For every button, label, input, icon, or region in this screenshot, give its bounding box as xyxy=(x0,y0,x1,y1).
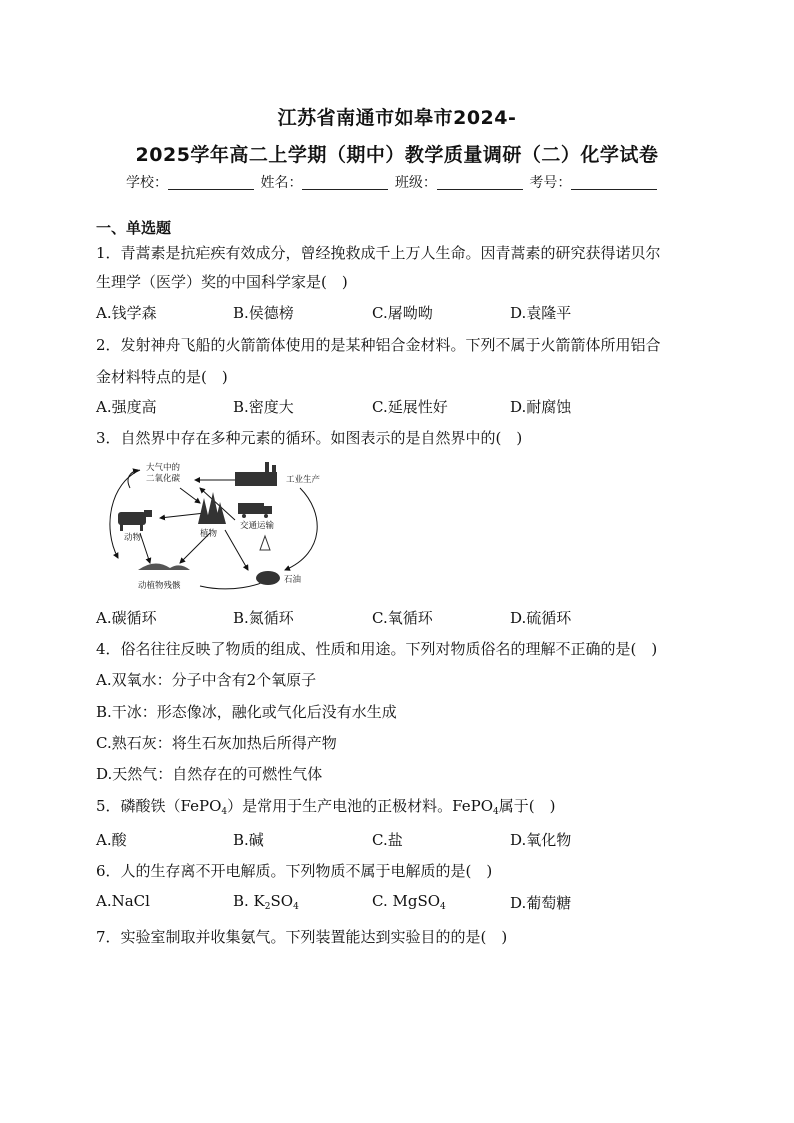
option-b: B.碱 xyxy=(233,831,264,849)
option-a: A.碳循环 xyxy=(96,609,157,627)
question-4-line-1: 4．俗名往往反映了物质的组成、性质和用途。下列对物质俗名的理解不正确的是( ) xyxy=(96,640,658,658)
school-label: 学校： xyxy=(126,175,168,191)
q5-text-b: ）是常用于生产电池的正极材料。FePO xyxy=(227,797,493,815)
oil-well-icon xyxy=(256,536,280,585)
student-info-line xyxy=(126,172,659,192)
exam-number-label: 考号： xyxy=(529,175,572,191)
question-4-option-d: D.天然气：自然存在的可燃性气体 xyxy=(96,765,323,783)
figure-label-animal: 动物 xyxy=(124,533,142,543)
option-a: A.NaCl xyxy=(96,892,150,910)
question-4-option-a: A.双氧水：分子中含有2个氧原子 xyxy=(96,671,317,689)
question-3-line-1: 3．自然界中存在多种元素的循环。如图表示的是自然界中的( ) xyxy=(96,429,523,447)
option-d: D.硫循环 xyxy=(510,609,572,627)
option-b: B.侯德榜 xyxy=(233,304,294,322)
option-a: A.酸 xyxy=(96,831,127,849)
figure-label-industry: 工业生产 xyxy=(286,475,321,485)
page-title-line2: 2025学年高二上学期（期中）教学质量调研（二）化学试卷 xyxy=(135,144,659,166)
option-a: A.钱学森 xyxy=(96,304,157,322)
arrow-animal-remains xyxy=(140,533,150,563)
question-4-option-b: B.干冰：形态像冰，融化或气化后没有水生成 xyxy=(96,703,397,721)
arrow-co2-plant xyxy=(180,488,200,503)
name-label: 姓名： xyxy=(260,175,303,191)
option-b: B.密度大 xyxy=(233,398,294,416)
arc-right xyxy=(285,488,317,570)
question-1-line-2: 生理学（医学）奖的中国科学家是( ) xyxy=(96,273,348,291)
q5-sub-1: 4 xyxy=(221,807,228,817)
option-b xyxy=(233,892,299,912)
option-b-sub-1: 2 xyxy=(264,902,271,912)
option-d: D.葡萄糖 xyxy=(510,894,572,912)
option-c xyxy=(372,892,446,912)
class-blank xyxy=(437,175,523,190)
page-title-line1: 江苏省南通市如皋市2024- xyxy=(277,107,517,129)
arrow-plant-animal xyxy=(160,513,205,518)
truck-icon xyxy=(238,503,272,518)
figure-label-oil: 石油 xyxy=(284,575,302,585)
carbon-cycle-figure xyxy=(100,458,340,593)
question-7-line-1: 7．实验室制取并收集氨气。下列装置能达到实验目的的是( ) xyxy=(96,928,508,946)
figure-label-plant: 植物 xyxy=(200,529,218,539)
question-2-line-1: 2．发射神舟飞船的火箭箭体使用的是某种铝合金材料。下列不属于火箭箭体所用铝合 xyxy=(96,336,661,354)
figure-label-co2: 二氧化碳 xyxy=(146,474,181,484)
option-c: C.氧循环 xyxy=(372,609,433,627)
q5-text-c: 属于( ) xyxy=(498,797,556,815)
option-c-sub: 4 xyxy=(440,902,446,912)
question-2-line-2: 金材料特点的是( ) xyxy=(96,368,228,386)
factory-icon xyxy=(235,462,277,486)
class-label: 班级： xyxy=(394,175,437,191)
option-c: C.屠呦呦 xyxy=(372,304,433,322)
q5-sub-2: 4 xyxy=(493,807,499,817)
option-d: D.耐腐蚀 xyxy=(510,398,572,416)
figure-label-remains: 动植物残骸 xyxy=(138,581,181,591)
option-a: A.强度高 xyxy=(96,398,157,416)
option-c: C.延展性好 xyxy=(372,398,448,416)
option-c-text: C. MgSO xyxy=(372,892,441,910)
option-b: B.氮循环 xyxy=(233,609,294,627)
question-6-line-1: 6．人的生存离不开电解质。下列物质不属于电解质的是( ) xyxy=(96,862,493,880)
figure-label-atmosphere: 大气中的 xyxy=(146,463,181,473)
section-title: 一、单选题 xyxy=(96,219,172,237)
cow-icon xyxy=(118,510,152,531)
question-4-option-c: C.熟石灰：将生石灰加热后所得产物 xyxy=(96,734,337,752)
option-c: C.盐 xyxy=(372,831,403,849)
option-d: D.氧化物 xyxy=(510,831,572,849)
exam-number-blank xyxy=(571,175,657,190)
school-blank xyxy=(168,175,254,190)
arc-animal-up xyxy=(128,470,138,488)
name-blank xyxy=(302,175,388,190)
question-1-line-1: 1．青蒿素是抗疟疾有效成分，曾经挽救成千上万人生命。因青蒿素的研究获得诺贝尔 xyxy=(96,244,661,262)
option-b-sub-2: 4 xyxy=(293,902,299,912)
question-5-line-1 xyxy=(96,795,555,817)
option-d: D.袁隆平 xyxy=(510,304,572,322)
option-b-text-2: SO xyxy=(270,892,294,910)
figure-label-transport: 交通运输 xyxy=(240,521,275,531)
remains-icon xyxy=(138,563,190,570)
option-b-text: B. K xyxy=(233,892,265,910)
arrow-to-oil xyxy=(225,530,248,570)
q5-text-a: 5．磷酸铁（FePO xyxy=(96,797,222,815)
